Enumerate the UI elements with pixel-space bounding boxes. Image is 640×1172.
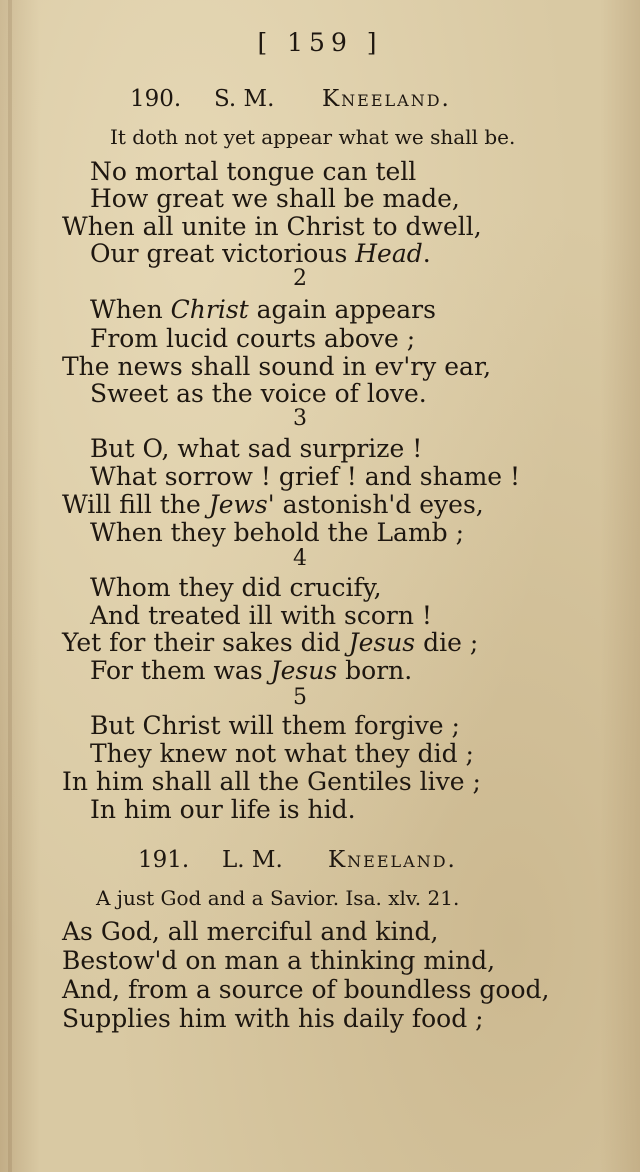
hymn-tune: Kneeland. (328, 847, 457, 873)
verse-line: In him shall all the Gentiles live ; (62, 767, 481, 796)
page-number: [ 159 ] (257, 28, 383, 57)
verse-line: How great we shall be made, (90, 184, 460, 213)
stanza-number: 2 (293, 266, 307, 291)
verse-line: As God, all merciful and kind, (62, 917, 439, 946)
verse-line: Yet for their sakes did Jesus die ; (62, 628, 479, 657)
verse-line: But Christ will them forgive ; (90, 711, 460, 740)
verse-line: And treated ill with scorn ! (90, 601, 432, 630)
verse-line: In him our life is hid. (90, 795, 356, 824)
verse-line: What sorrow ! grief ! and shame ! (90, 462, 521, 491)
verse-line: They knew not what they did ; (90, 739, 474, 768)
hymn-meter: S. M. (214, 86, 275, 112)
verse-line: When they behold the Lamb ; (90, 518, 465, 547)
verse-line: Bestow'd on man a thinking mind, (62, 946, 496, 975)
verse-line: For them was Jesus born. (90, 656, 413, 685)
hymn-tune: Kneeland. (322, 86, 451, 112)
stanza-number: 5 (293, 685, 307, 710)
verse-line: Sweet as the voice of love. (90, 379, 427, 408)
hymn-number: 190. (130, 86, 182, 112)
verse-line: The news shall sound in ev'ry ear, (62, 352, 492, 381)
verse-line: When Christ again appears (90, 295, 436, 324)
verse-line: Whom they did crucify, (90, 573, 382, 602)
verse-line: When all unite in Christ to dwell, (62, 212, 482, 241)
hymn-191-subtitle: A just God and a Savior. Isa. xlv. 21. (96, 886, 460, 910)
verse-line: From lucid courts above ; (90, 324, 416, 353)
verse-line: No mortal tongue can tell (90, 157, 417, 186)
stanza-number: 4 (293, 546, 307, 571)
verse-line: Supplies him with his daily food ; (62, 1004, 484, 1033)
verse-line: Our great victorious Head. (90, 239, 431, 268)
hymn-meter: L. M. (222, 847, 283, 873)
hymn-number: 191. (138, 847, 190, 873)
verse-line: Will fill the Jews' astonish'd eyes, (62, 490, 484, 519)
page-gutter-shadow (8, 0, 12, 1172)
verse-line: And, from a source of boundless good, (62, 975, 550, 1004)
verse-line: But O, what sad surprize ! (90, 434, 423, 463)
stanza-number: 3 (293, 406, 307, 431)
hymn-190-subtitle: It doth not yet appear what we shall be. (110, 125, 516, 149)
